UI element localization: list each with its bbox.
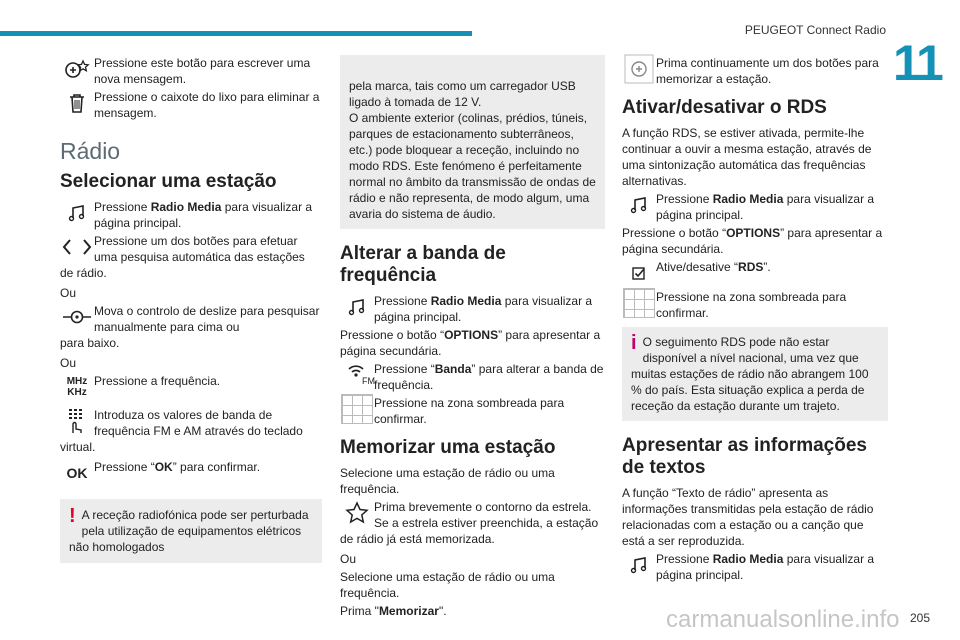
radio-media-instruction-2: Pressione Radio Media para visualizar a página principal.: [340, 293, 605, 325]
column-1: Pressione este botão para escrever uma nova mensagem. Pressione o caixote do lixo para eliminar a mensagem. Rádio Selecionar uma estação Pressione Radio Media para visualizar a página principal. Pressione um dos botões para efetuar uma pesquisa automática das estações de rádio. Ou Mova o controlo de deslize para pesquisar manualmente para cima ou para baixo. Ou MHz KHz Pressione a frequência. Introduza os valores de banda de frequência FM e AM através do teclado virtual. OK Pressione “OK” para confirmar. ! A receção radiofónica pode ser perturbada pela utilização de equipamentos elétricos não homologados: [60, 55, 322, 563]
warning-icon: !: [69, 505, 76, 527]
hold-text: Prima continuamente um dos botões para memorizar a estação.: [656, 56, 879, 86]
hold-instruction: [622, 55, 888, 87]
mhz-khz-icon: MHz KHz: [66, 376, 88, 398]
warning-text: A receção radiofónica pode ser perturbada pela utilização de equipamentos elétricos não homologados: [69, 508, 309, 554]
band-instruction: FM Pressione “Banda” para alterar a banda de frequência.: [340, 361, 605, 393]
column-2: pela marca, tais como um carregador USB ligado à tomada de 12 V. O ambiente exterior (colinas, prédios, túneis, parques de estacionamento subterrâneos, etc.) pode bloquear a receção, incluindo no modo RDS. Este fenómeno é perfeitamente normal no âmbito da transmissão de ondas de rádio e não representa, de modo algum, uma avaria do sistema de áudio. Alterar a banda de frequência Pressione Radio Media para visualizar a página principal. Pressione o botão “OPTIONS” para apresentar a página secundária. FM Pressione “Banda” para alterar a banda de frequência. Pressione na zona sombreada para confirmar. Memorizar uma estação Selecione uma estação de rádio ou uma frequência. Prima brevemente o contorno da estrela. Se a estrela estiver preenchida, a estação de rádio já está memorizada. Ou Selecione uma estação de rádio ou uma frequência. Prima "Memorizar".: [340, 55, 605, 621]
page-number: 205: [909, 611, 930, 625]
info-box: [622, 327, 888, 421]
radio-media-instruction-3: Pressione Radio Media para visualizar a página principal.: [622, 191, 888, 223]
heading-text-info: Apresentar as informações de textos: [622, 435, 867, 478]
heading-change-band: Alterar a banda de frequência: [340, 243, 506, 286]
fm-radio-icon: FM: [340, 361, 374, 389]
keypad-instruction: [60, 407, 322, 439]
frequency-text: Pressione a frequência.: [94, 374, 221, 388]
radio-media-instruction: Pressione Radio Media para visualizar a página principal.: [60, 199, 322, 231]
shaded-zone-instruction-2: [622, 289, 888, 321]
preset-button-icon: [622, 55, 656, 83]
text-info-description: A função “Texto de rádio” apresenta as informações transmitidas pela estação de rádio relacionadas com a estação ou a canção que está a ser reproduzida.: [622, 486, 874, 548]
info-icon: i: [631, 332, 637, 354]
seek-text: Pressione um dos botões para efetuar uma pesquisa automática das estações: [94, 234, 305, 264]
trash-text: Pressione o caixote do lixo para eliminar a mensagem.: [94, 90, 320, 120]
star-outline-icon: [340, 499, 374, 527]
header-accent-bar: [0, 31, 472, 36]
keypad-text: Introduza os valores de banda de frequência FM e AM através do teclado: [94, 408, 303, 438]
shaded-grid-icon: [340, 395, 374, 423]
chapter-number: 11: [893, 35, 942, 91]
warning-continued-text: pela marca, tais como um carregador USB ligado à tomada de 12 V. O ambiente exterior (colinas, prédios, túneis, parques de estacionamento subterrâneos, etc.) pode bloquear a receção, incluindo no modo RDS. Este fenómeno é perfeitamente normal no âmbito da transmissão de ondas de rádio e não representa, de modo algum, uma avaria do sistema de áudio.: [349, 79, 596, 221]
options-instruction: Pressione o botão “OPTIONS” para apresentar a página secundária.: [340, 328, 601, 358]
trash-icon: [60, 89, 94, 117]
music-note-icon: [622, 191, 656, 219]
star-text: Prima brevemente o contorno da estrela. Se a estrela estiver preenchida, a estação: [374, 500, 599, 530]
new-message-icon: [60, 55, 94, 83]
memorize-instruction: Prima "Memorizar".: [340, 604, 447, 618]
shaded-zone-text: Pressione na zona sombreada para confirmar.: [656, 290, 847, 320]
slider-text: Mova o controlo de deslize para pesquisar manualmente para cima ou: [94, 304, 320, 334]
frequency-instruction: [60, 373, 322, 401]
column-3: [622, 55, 888, 585]
star-instruction: [340, 499, 605, 531]
heading-memorize: Memorizar uma estação: [340, 437, 556, 458]
warning-box: [60, 499, 322, 563]
keypad-icon: [60, 407, 94, 435]
shaded-grid-icon: [622, 289, 656, 317]
trash-instruction: [60, 89, 322, 121]
warning-box-continued: [340, 55, 605, 229]
ok-icon: OK: [66, 465, 88, 481]
checkbox-icon: [622, 259, 656, 287]
seek-instruction: [60, 233, 322, 265]
watermark: carmanualsonline.info: [666, 606, 900, 633]
rds-toggle-instruction: Ative/desative “RDS”.: [622, 259, 888, 287]
shaded-zone-text: Pressione na zona sombreada para confirmar.: [374, 396, 565, 426]
message-instruction: [60, 55, 322, 87]
music-note-icon: [60, 199, 94, 227]
chevron-left-right-icon: [60, 233, 94, 261]
slider-icon: [60, 303, 94, 331]
radio-media-instruction-4: Pressione Radio Media para visualizar a página principal.: [622, 551, 888, 583]
music-note-icon: [340, 293, 374, 321]
options-instruction-2: Pressione o botão “OPTIONS” para apresentar a página secundária.: [622, 226, 883, 256]
slider-instruction: [60, 303, 322, 335]
section-title-radio: Rádio: [60, 138, 121, 164]
message-text: Pressione este botão para escrever uma nova mensagem.: [94, 56, 311, 86]
heading-select-station: Selecionar uma estação: [60, 171, 277, 192]
shaded-zone-instruction: [340, 395, 605, 427]
rds-description: A função RDS, se estiver ativada, permite-lhe continuar a ouvir a mesma estação, através de uma sintonização automática das frequências alternativas.: [622, 126, 872, 188]
music-note-icon: [622, 551, 656, 579]
header-title: PEUGEOT Connect Radio: [744, 23, 886, 37]
heading-rds: Ativar/desativar o RDS: [622, 97, 827, 118]
ok-instruction: OK Pressione “OK” para confirmar.: [60, 459, 322, 487]
info-text: O seguimento RDS pode não estar disponível a nível nacional, uma vez que muitas estações de rádio não abrangem 100 % do país. Esta situação explica a perda de receção da estação durante um trajeto.: [631, 335, 869, 413]
